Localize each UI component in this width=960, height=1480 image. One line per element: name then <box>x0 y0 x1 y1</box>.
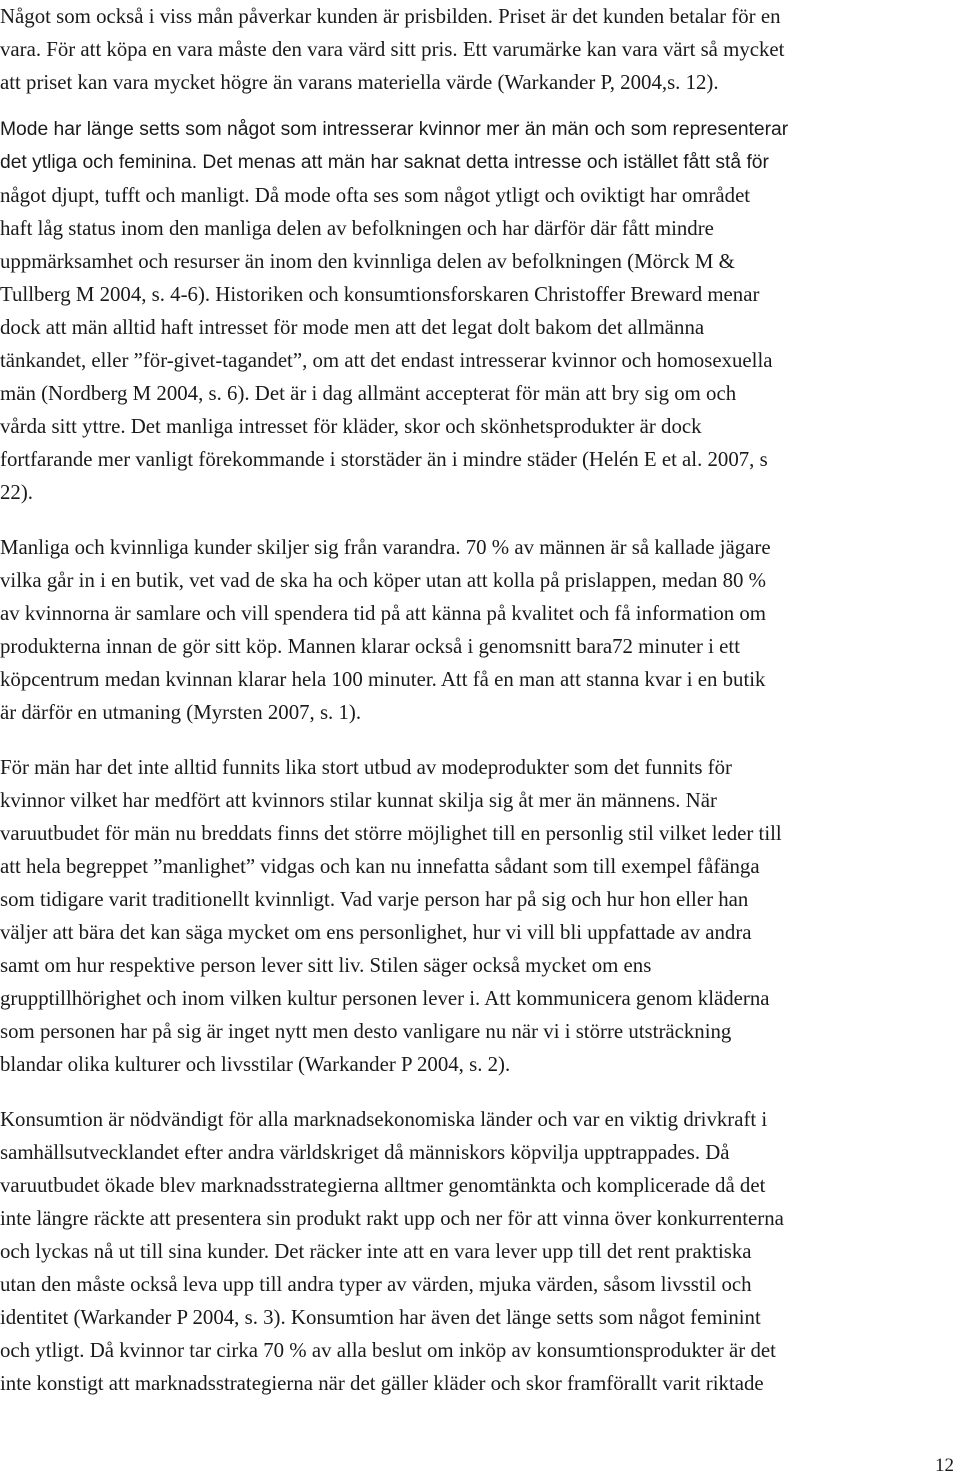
text-line: varuutbudet för män nu breddats finns det större möjlighet till en personlig stil vilket leder till <box>0 821 782 845</box>
text-line: Tullberg M 2004, s. 4-6). Historiken och konsumtionsforskaren Christoffer Breward menar <box>0 282 760 306</box>
text-line: 22). <box>0 480 33 504</box>
text-line: är därför en utmaning (Myrsten 2007, s. 1). <box>0 700 362 724</box>
text-line: tänkandet, eller ”för-givet-tagandet”, om att det endast intresserar kvinnor och homosexuella <box>0 348 773 372</box>
text-line: identitet (Warkander P 2004, s. 3). Konsumtion har även det länge setts som något feminint <box>0 1305 761 1329</box>
text-line: inte längre räckte att presentera sin produkt rakt upp och ner för att vinna över konkurrenterna <box>0 1206 784 1230</box>
text-line: dock att män alltid haft intresset för mode men att det legat dolt bakom det allmänna <box>0 315 705 339</box>
text-line: att hela begreppet ”manlighet” vidgas och kan nu innefatta sådant som till exempel fåfänga <box>0 854 760 878</box>
text-line: Konsumtion är nödvändigt för alla marknadsekonomiska länder och var en viktig drivkraft i <box>0 1107 768 1131</box>
text-line: väljer att bära det kan säga mycket om ens personlighet, hur vi vill bli uppfattade av andra <box>0 920 752 944</box>
text-line: inte konstigt att marknadsstrategierna när det gäller kläder och skor framförallt varit riktade <box>0 1371 764 1395</box>
text-line: Mode har länge setts som något som intresserar kvinnor mer än män och som representerar <box>0 118 789 140</box>
text-line: vara. För att köpa en vara måste den vara värd sitt pris. Ett varumärke kan vara värt så mycket <box>0 37 785 61</box>
text-line: vårda sitt yttre. Det manliga intresset för kläder, skor och skönhetsprodukter är dock <box>0 414 702 438</box>
text-line: av kvinnorna är samlare och vill spendera tid på att känna på kvalitet och få information om <box>0 601 766 625</box>
text-line: kvinnor vilket har medfört att kvinnors stilar kunnat skilja sig åt mer än männens. När <box>0 788 717 812</box>
text-line: och ytligt. Då kvinnor tar cirka 70 % av alla beslut om inköp av konsumtionsprodukter är det <box>0 1338 776 1362</box>
text-line: produkterna innan de gör sitt köp. Mannen klarar också i genomsnitt bara72 minuter i ett <box>0 634 741 658</box>
text-line: vilka går in i en butik, vet vad de ska ha och köper utan att kolla på prislappen, medan 80 % <box>0 568 767 592</box>
text-line: haft låg status inom den manliga delen av befolkningen och har därför där fått mindre <box>0 216 714 240</box>
text-line: grupptillhörighet och inom vilken kultur personen lever i. Att kommunicera genom kläderna <box>0 986 770 1010</box>
paragraph-price <box>0 0 960 99</box>
text-line: blandar olika kulturer och livsstilar (Warkander P 2004, s. 2). <box>0 1052 511 1076</box>
text-line: som personen har på sig är inget nytt men desto vanligare nu när vi i större utsträckning <box>0 1019 732 1043</box>
paragraph-mens-style <box>0 751 960 1081</box>
paragraph-consumption <box>0 1103 960 1400</box>
text-line: män (Nordberg M 2004, s. 6). Det är i dag allmänt accepterat för män att bry sig om och <box>0 381 737 405</box>
text-line: som tidigare varit traditionellt kvinnligt. Vad varje person har på sig och hur hon eller han <box>0 887 749 911</box>
text-line: samt om hur respektive person lever sitt liv. Stilen säger också mycket om ens <box>0 953 652 977</box>
text-line: det ytliga och feminina. Det menas att män har saknat detta intresse och istället fått stå för <box>0 151 769 173</box>
text-line: uppmärksamhet och resurser än inom den kvinnliga delen av befolkningen (Mörck M & <box>0 249 735 273</box>
text-line: samhällsutvecklandet efter andra världskriget då människors köpvilja upptrappades. Då <box>0 1140 730 1164</box>
page-number: 12 <box>935 1455 954 1476</box>
text-line: att priset kan vara mycket högre än varans materiella värde (Warkander P, 2004,s. 12). <box>0 70 719 94</box>
text-line: Något som också i viss mån påverkar kunden är prisbilden. Priset är det kunden betalar för en <box>0 4 781 28</box>
paragraph-fashion-gender <box>0 113 960 509</box>
text-line: varuutbudet ökade blev marknadsstrategierna alltmer genomtänkta och komplicerade då det <box>0 1173 766 1197</box>
text-line: För män har det inte alltid funnits lika stort utbud av modeprodukter som det funnits för <box>0 755 732 779</box>
text-line: köpcentrum medan kvinnan klarar hela 100 minuter. Att få en man att stanna kvar i en butik <box>0 667 766 691</box>
text-line: och lyckas nå ut till sina kunder. Det räcker inte att en vara lever upp till det rent praktiska <box>0 1239 752 1263</box>
paragraph-customer-types <box>0 531 960 729</box>
text-line: fortfarande mer vanligt förekommande i storstäder än i mindre städer (Helén E et al. 2007, s <box>0 447 768 471</box>
text-line: något djupt, tufft och manligt. Då mode ofta ses som något ytligt och oviktigt har området <box>0 183 751 207</box>
text-line: utan den måste också leva upp till andra typer av värden, mjuka värden, såsom livsstil och <box>0 1272 752 1296</box>
text-line: Manliga och kvinnliga kunder skiljer sig från varandra. 70 % av männen är så kallade jägare <box>0 535 771 559</box>
